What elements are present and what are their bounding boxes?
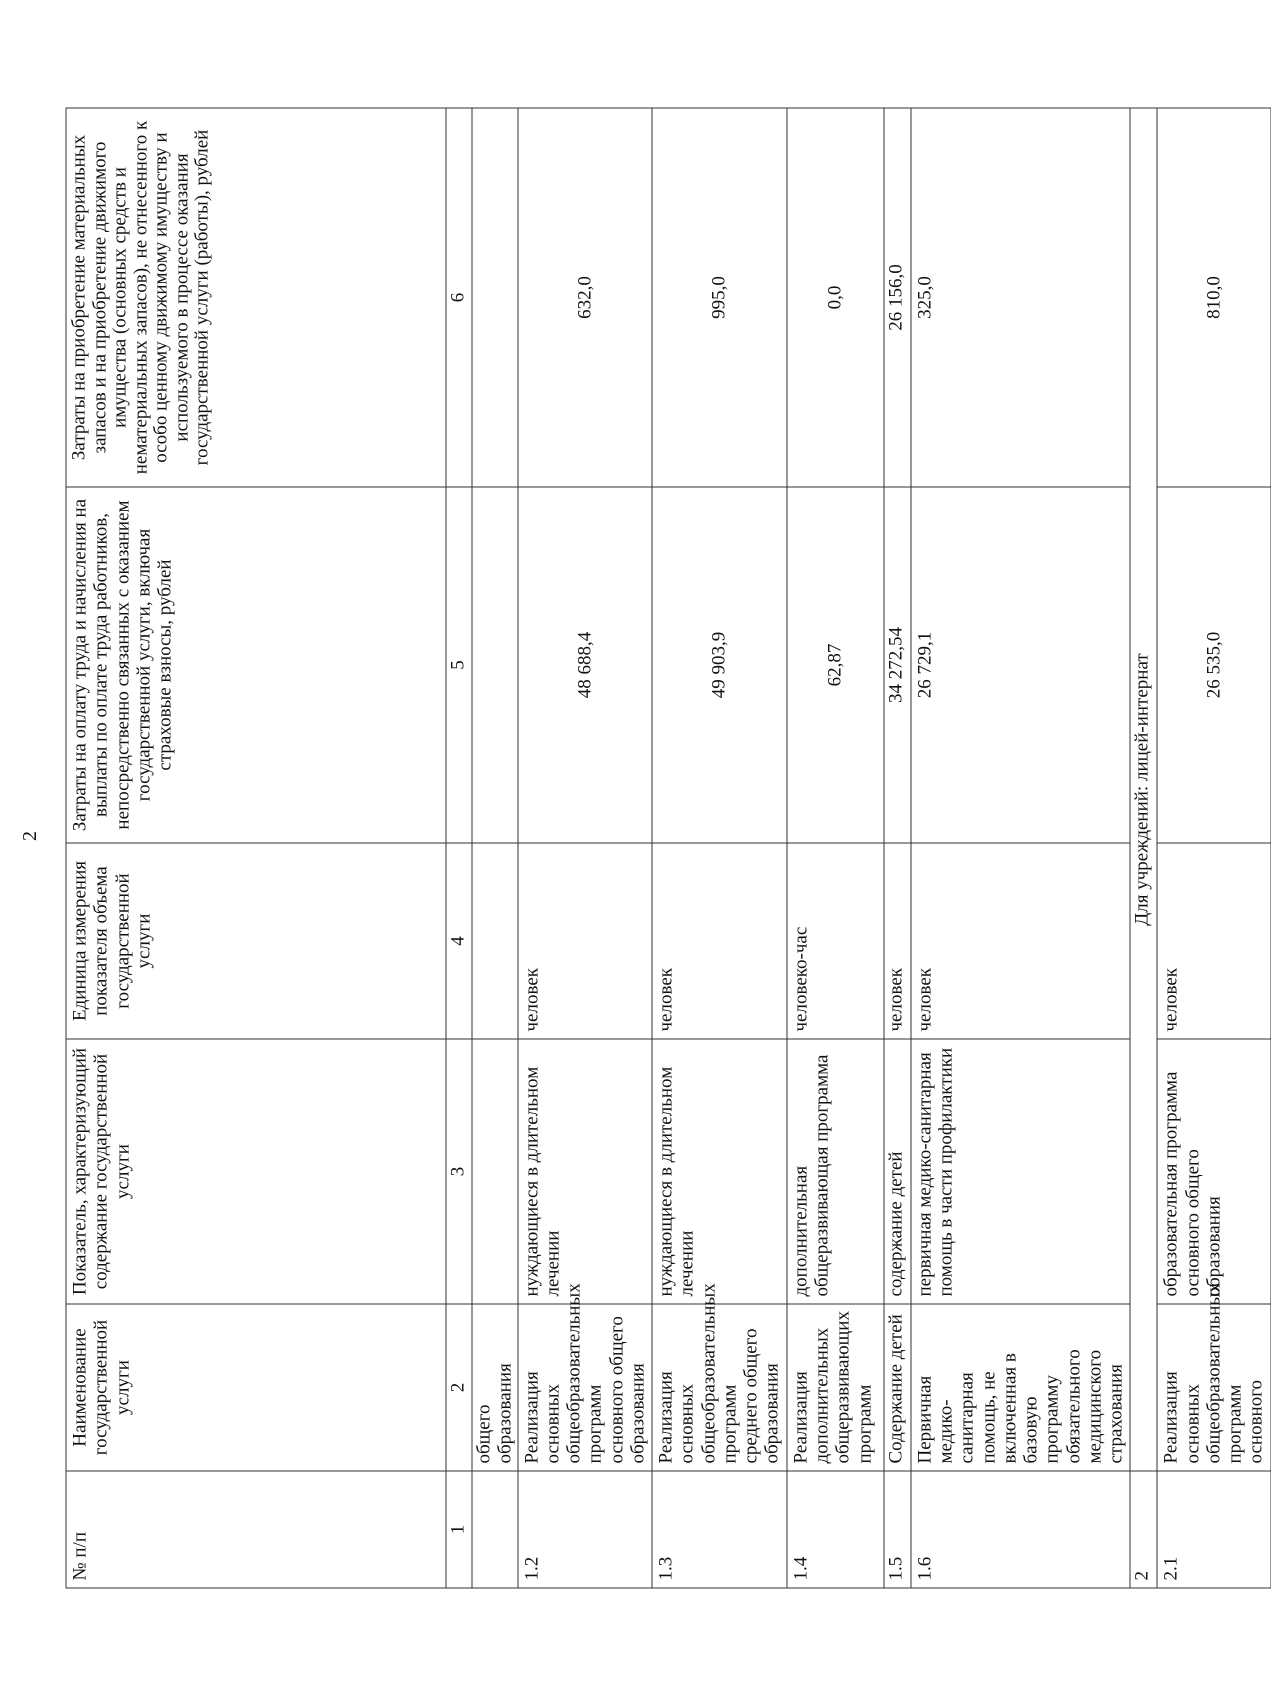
- table-row: [518, 108, 653, 1588]
- row-unit: человек: [652, 843, 787, 1039]
- row-labor-costs: 62,87: [787, 487, 884, 843]
- header-indicator: Показатель, характеризующий содержание государственной услуги: [66, 1039, 446, 1304]
- section-title: Для учреждений: лицей-интернат: [1130, 108, 1157, 1471]
- column-number: 1: [446, 1471, 472, 1588]
- row-number: 1.6: [911, 1471, 1131, 1588]
- row-unit: человек: [884, 843, 911, 1039]
- header-material-costs: Затраты на приобретение материальных запасов и на приобретение движимого имущества (основных средств и нематериальных запасов), не отнесенного к особо ценному движимому имуществу и используемого в процессе оказания государственной услуги (работы), рублей: [66, 108, 446, 487]
- row-service-name: Реализация основных общеобразовательных программ среднего общего образования: [652, 1304, 787, 1471]
- row-service-name: Реализация основных общеобразовательных программ основного общего образования: [518, 1304, 653, 1471]
- row-service-name: Содержание детей: [884, 1304, 911, 1471]
- column-number: 2: [446, 1304, 472, 1471]
- row-indicator: образовательная программа основного общего образования: [1157, 1039, 1270, 1304]
- column-numbers-row: [446, 108, 472, 1588]
- row-labor-costs: 48 688,4: [518, 487, 653, 843]
- row-indicator: нуждающиеся в длительном лечении: [518, 1039, 653, 1304]
- row-service-name: общего образования: [472, 1304, 518, 1471]
- section-number: 2: [1130, 1471, 1157, 1588]
- row-number: 1.2: [518, 1471, 653, 1588]
- row-labor-costs: 34 272,54: [884, 487, 911, 843]
- row-unit: человек: [911, 843, 1131, 1039]
- row-unit: человек: [518, 843, 653, 1039]
- row-indicator: нуждающиеся в длительном лечении: [652, 1039, 787, 1304]
- row-material-costs: 995,0: [652, 108, 787, 487]
- row-material-costs: 26 156,0: [884, 108, 911, 487]
- row-labor-costs: 26 535,0: [1157, 487, 1270, 843]
- table-row: [911, 108, 1131, 1588]
- row-indicator: содержание детей: [884, 1039, 911, 1304]
- row-material-costs: 0,0: [787, 108, 884, 487]
- row-material-costs: 325,0: [911, 108, 1131, 487]
- header-number: № п/п: [66, 1471, 446, 1588]
- table-row: [884, 108, 911, 1588]
- row-indicator: дополнительная общеразвивающая программа: [787, 1039, 884, 1304]
- cost-table: [66, 108, 1271, 1589]
- row-number: 1.3: [652, 1471, 787, 1588]
- row-material-costs: 810,0: [1157, 108, 1270, 487]
- table-header-row: [66, 108, 446, 1588]
- column-number: 5: [446, 487, 472, 843]
- column-number: 6: [446, 108, 472, 487]
- row-service-name: Первичная медико-санитарная помощь, не включенная в базовую программу обязательного медицинского страхования: [911, 1304, 1131, 1471]
- row-labor-costs: 49 903,9: [652, 487, 787, 843]
- row-number: 2.1: [1157, 1471, 1270, 1588]
- column-number: 4: [446, 843, 472, 1039]
- row-service-name: Реализация дополнительных общеразвивающих программ: [787, 1304, 884, 1471]
- row-service-name: Реализация основных общеобразовательных программ основного: [1157, 1304, 1270, 1471]
- column-number: 3: [446, 1039, 472, 1304]
- header-unit: Единица измерения показателя объема государственной услуги: [66, 843, 446, 1039]
- row-labor-costs: 26 729,1: [911, 487, 1131, 843]
- section-row: [1130, 108, 1157, 1588]
- row-number: 1.4: [787, 1471, 884, 1588]
- rotated-table-container: [66, 109, 1267, 1589]
- row-number: 1.5: [884, 1471, 911, 1588]
- table-row: [472, 108, 518, 1588]
- header-labor-costs: Затраты на оплату труда и начисления на выплаты по оплате труда работников, непосредственно связанных с оказанием государственной услуги, включая страховые взносы, рублей: [66, 487, 446, 843]
- row-material-costs: 632,0: [518, 108, 653, 487]
- table-row: [652, 108, 787, 1588]
- row-indicator: первичная медико-санитарная помощь в части профилактики: [911, 1039, 1131, 1304]
- page-number: 2: [19, 831, 41, 841]
- table-row: [787, 108, 884, 1588]
- table-row: [1157, 108, 1270, 1588]
- row-unit: человеко-час: [787, 843, 884, 1039]
- header-service-name: Наименование государственной услуги: [66, 1304, 446, 1471]
- row-unit: человек: [1157, 843, 1270, 1039]
